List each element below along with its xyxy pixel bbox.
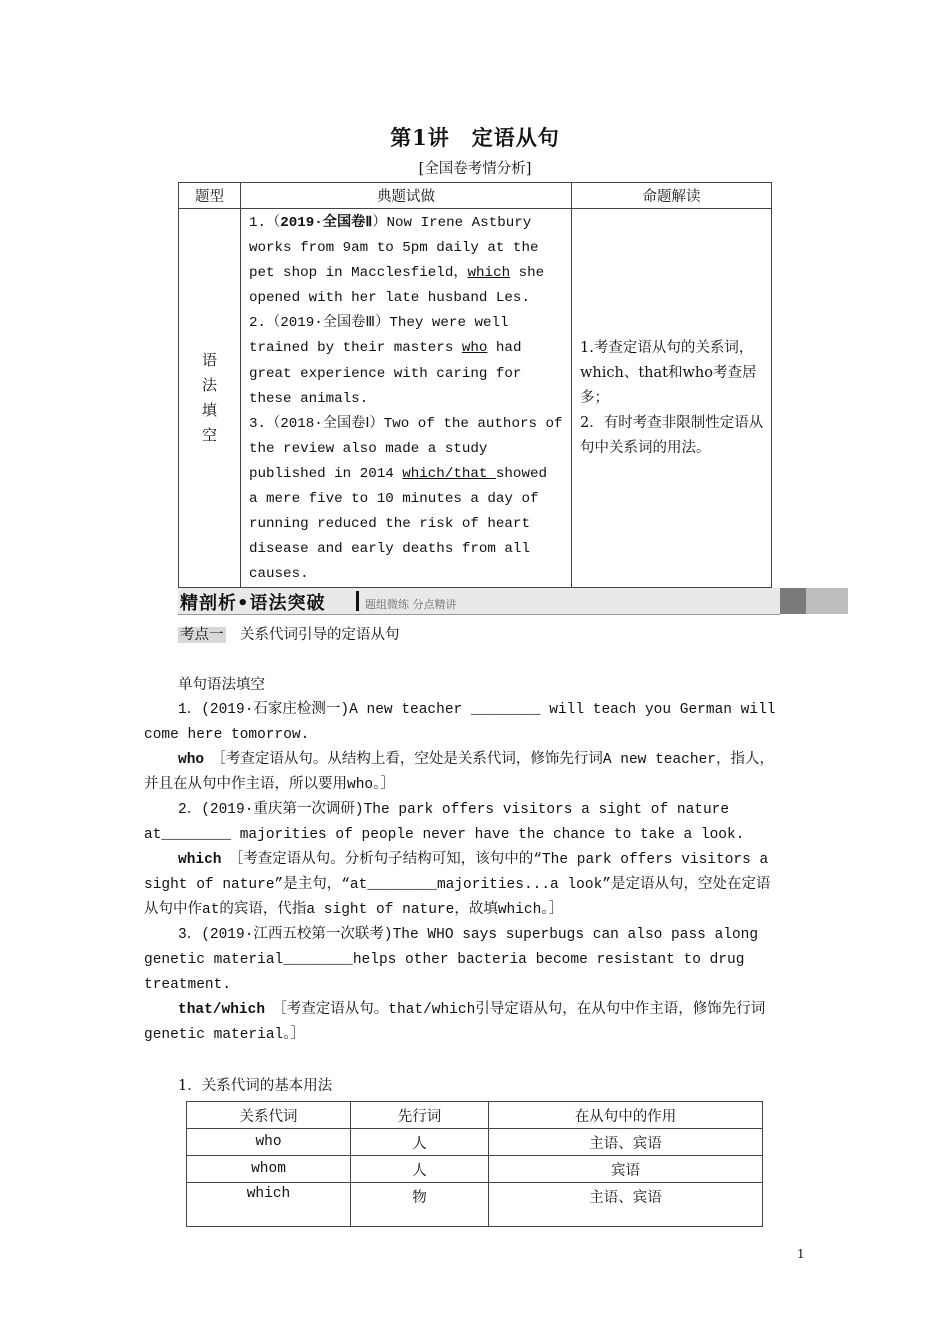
table-row [187, 1156, 763, 1183]
table-cell: which [187, 1183, 351, 1227]
table-cell: 人 [351, 1156, 489, 1183]
header-type: 题型 [179, 183, 241, 209]
section-head [144, 673, 814, 698]
exam-analysis-table [178, 182, 772, 588]
example-item: 1.（2019·全国卷Ⅱ）Now Irene Astbury works from 9am to 5pm daily at the pet shop in Macclesfield，which she opened with her late husband Les. [249, 215, 545, 307]
banner-subtitle: 题组微练 分点精讲 [365, 598, 457, 611]
usage-title [144, 1074, 814, 1099]
relative-pronoun-table [186, 1101, 763, 1227]
answer: that/which [178, 1002, 266, 1018]
type-char: 空 [201, 426, 217, 445]
question-line: at________ majorities of people never have the chance to take a look. [144, 827, 745, 843]
table-cell: who [187, 1129, 351, 1156]
table-header-cell: 先行词 [351, 1102, 489, 1129]
table-header-row [187, 1102, 763, 1129]
kaodian-heading [178, 623, 400, 644]
interpretation-cell [572, 209, 772, 588]
interpretation-line: 1.考查定语从句的关系词，which、that和who考查居多； [580, 339, 757, 406]
header-examples: 典题试做 [241, 183, 572, 209]
kaodian-label: 考点一 [180, 627, 224, 643]
table-cell: 物 [351, 1183, 489, 1227]
example-items [241, 209, 572, 588]
example-item: 3.（2018·全国卷Ⅰ）Two of the authors of the review also made a study published in 2014 which/that showed a mere five to 10 minutes a day of running reduced the risk of heart disease and early deaths from all causes. [249, 415, 563, 583]
banner-title: 精剖析•语法突破 [180, 593, 326, 614]
explanation-line: ［考查定语从句。分析句子结构可知，该句中的“The park offers visitors a [236, 852, 769, 868]
table-cell: 人 [351, 1129, 489, 1156]
interpretation-line: 2．有时考查非限制性定语从句中关系词的用法。 [580, 414, 764, 456]
explanation-line: ［考查定语从句。that/which引导定语从句，在从句中作主语，修饰先行词 [279, 1002, 766, 1018]
table-cell: whom [187, 1156, 351, 1183]
table-cell: 主语、宾语 [489, 1129, 763, 1156]
type-char: 语 [201, 351, 217, 370]
table-header-row [179, 183, 772, 209]
type-char: 填 [201, 401, 217, 420]
table-header-cell: 在从句中的作用 [489, 1102, 763, 1129]
answer-word: which/that [402, 465, 496, 482]
usage-title-text: 1．关系代词的基本用法 [178, 1078, 333, 1094]
explanation-line: genetic material。］ [144, 1027, 305, 1043]
explanation-line: 从句中作at的宾语，代指a sight of nature，故填which。］ [144, 902, 564, 918]
table-header-cell: 关系代词 [187, 1102, 351, 1129]
table-cell: 宾语 [489, 1156, 763, 1183]
kaodian-text: 关系代词引导的定语从句 [225, 627, 400, 643]
page-title: 第1讲 定语从句 [390, 125, 560, 150]
banner-block-dark [780, 588, 806, 614]
question-line: 3．(2019·江西五校第一次联考)The WHO says superbugs can also pass along [178, 927, 759, 943]
answer-word: who [461, 340, 488, 357]
explanation-line: ［考查定语从句。从结构上看，空处是关系代词，修饰先行词A new teacher，指人， [218, 752, 774, 768]
question-line: treatment. [144, 977, 232, 993]
explanation-line: sight of nature”是主句，“at________majorities...a look”是定语从句，空处在定语 [144, 877, 771, 893]
page-subtitle: [全国卷考情分析] [418, 161, 532, 177]
page-number: 1 [797, 1247, 805, 1261]
question-line: genetic material________helps other bacteria become resistant to drug [144, 952, 745, 968]
question-line: 2．(2019·重庆第一次调研)The park offers visitors a sight of nature [178, 802, 730, 818]
question-line: come here tomorrow. [144, 727, 310, 743]
example-item: 2.（2019·全国卷Ⅲ）They were well trained by their masters who had great experience with caring for these animals. [249, 315, 522, 407]
question-2 [144, 798, 814, 923]
table-cell: 主语、宾语 [489, 1183, 763, 1227]
answer: which [178, 852, 222, 868]
table-row [187, 1129, 763, 1156]
answer: who [178, 752, 205, 768]
type-char: 法 [201, 376, 217, 395]
answer-word: which [467, 265, 511, 282]
question-line: 1．(2019·石家庄检测一)A new teacher ________ will teach you German will [178, 702, 776, 718]
type-cell [179, 209, 241, 588]
banner-block-light [806, 588, 848, 614]
explanation-line: 并且在从句中作主语，所以要用who。］ [144, 777, 395, 793]
banner-separator [356, 591, 359, 611]
section-head-text: 单句语法填空 [178, 677, 265, 693]
table-row [179, 209, 772, 588]
header-interpretation: 命题解读 [572, 183, 772, 209]
section-banner [178, 588, 848, 616]
question-3 [144, 923, 814, 1048]
question-1 [144, 698, 814, 798]
table-row [187, 1183, 763, 1227]
